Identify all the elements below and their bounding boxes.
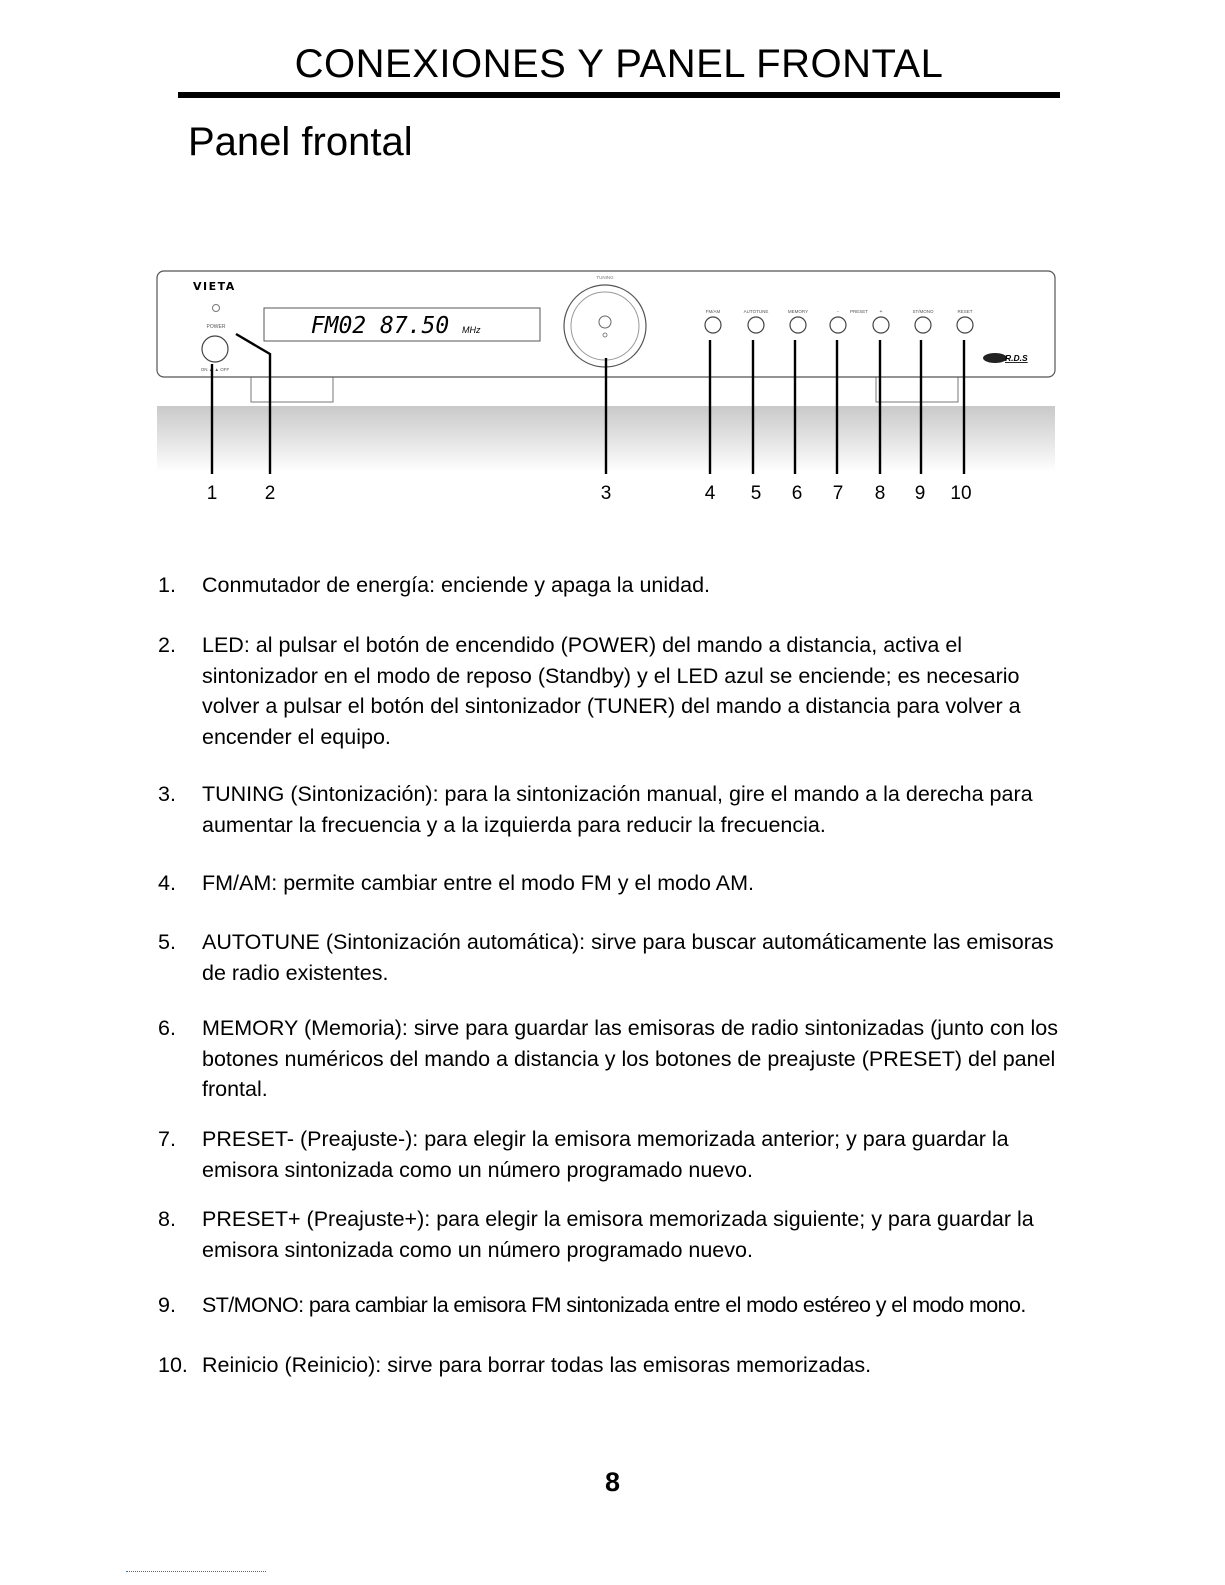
list-item xyxy=(158,1013,1070,1105)
button-label-autotune: AUTOTUNE xyxy=(743,309,769,314)
power-label: POWER xyxy=(206,324,226,330)
preset-plus-button xyxy=(873,317,889,333)
brand-logo: VIETA xyxy=(193,280,236,293)
list-item xyxy=(158,1124,1070,1185)
list-item-number: 9. xyxy=(158,1293,176,1317)
list-item-number: 10. xyxy=(158,1353,188,1377)
list-item xyxy=(158,927,1070,988)
list-item-text: MEMORY (Memoria): sirve para guardar las emisoras de radio sintonizadas (junto con los botones numéricos del mando a distancia y los botones de preajuste (PRESET) del panel frontal. xyxy=(202,1016,1058,1101)
rds-logo-mark xyxy=(983,353,1007,363)
callout-number: 1 xyxy=(206,483,218,504)
list-item-number: 3. xyxy=(158,782,176,806)
list-item xyxy=(158,1290,1070,1321)
button-label-preset: PRESET xyxy=(849,309,869,314)
button-label-preset-plus: + xyxy=(879,309,883,315)
page-number: 8 xyxy=(604,1467,621,1497)
list-item-number: 8. xyxy=(158,1207,176,1231)
on-off-label: ON ▲ ▲ OFF xyxy=(200,367,230,372)
list-item-number: 4. xyxy=(158,871,176,895)
list-item-text: LED: al pulsar el botón de encendido (POWER) del mando a distancia, activa el sintonizador en el modo de reposo (Standby) y el LED azul se enciende; es necesario volver a pulsar el botón del sintonizador (TUNER) del mando a distancia para volver a encender el equipo. xyxy=(202,633,1021,749)
callout-number: 2 xyxy=(264,483,276,504)
callout-number: 7 xyxy=(832,483,844,504)
list-item xyxy=(158,779,1070,840)
autotune-button xyxy=(748,317,764,333)
callout-number: 9 xyxy=(914,483,926,504)
fmam-button xyxy=(705,317,721,333)
list-item xyxy=(158,1350,1070,1381)
button-label-fmam: FM/AM xyxy=(705,309,721,314)
memory-button xyxy=(790,317,806,333)
list-item-text: FM/AM: permite cambiar entre el modo FM y el modo AM. xyxy=(202,871,754,895)
power-led xyxy=(213,305,220,312)
list-item-number: 2. xyxy=(158,633,176,657)
list-item-text: AUTOTUNE (Sintonización automática): sirve para buscar automáticamente las emisoras de radio existentes. xyxy=(202,930,1054,985)
list-item-number: 5. xyxy=(158,930,176,954)
left-foot xyxy=(251,376,333,402)
header-rule xyxy=(178,92,1060,98)
right-foot xyxy=(876,376,958,402)
list-item xyxy=(158,630,1070,752)
tuning-knob-center xyxy=(599,316,611,328)
preset-minus-button xyxy=(830,317,846,333)
rds-logo: R.D.S xyxy=(1005,353,1028,363)
callout-number: 10 xyxy=(950,483,972,504)
lcd-unit: MHz xyxy=(462,325,481,335)
section-title: Panel frontal xyxy=(188,120,413,164)
callout-number: 8 xyxy=(874,483,886,504)
list-item-text: ST/MONO: para cambiar la emisora FM sintonizada entre el modo estéreo y el modo mono. xyxy=(202,1293,1026,1317)
callout-number: 5 xyxy=(750,483,762,504)
list-item-text: TUNING (Sintonización): para la sintonización manual, gire el mando a la derecha para aumentar la frecuencia y a la izquierda para reducir la frecuencia. xyxy=(202,782,1033,837)
button-label-preset-minus: - xyxy=(837,309,839,315)
reset-button xyxy=(957,317,973,333)
front-panel-illustration xyxy=(150,262,1070,517)
list-item-number: 7. xyxy=(158,1127,176,1151)
button-label-memory: MEMORY xyxy=(787,309,809,314)
list-item-number: 1. xyxy=(158,573,176,597)
footer-mark xyxy=(126,1571,266,1572)
list-item xyxy=(158,868,1070,899)
lcd-frequency: FM02 87.50 xyxy=(310,313,450,339)
callout-number: 3 xyxy=(600,483,612,504)
button-label-stmono: ST/MONO xyxy=(912,309,934,314)
callout-number: 6 xyxy=(791,483,803,504)
list-item-text: Reinicio (Reinicio): sirve para borrar todas las emisoras memorizadas. xyxy=(202,1353,872,1377)
list-item xyxy=(158,570,1070,601)
power-button xyxy=(202,336,228,362)
list-item xyxy=(158,1204,1070,1265)
list-item-text: PRESET+ (Preajuste+): para elegir la emisora memorizada siguiente; y para guardar la emisora sintonizada como un número programado nuevo. xyxy=(202,1207,1034,1262)
front-panel-drawing xyxy=(150,262,1070,492)
button-label-reset: RESET xyxy=(957,309,973,314)
list-item-number: 6. xyxy=(158,1016,176,1040)
tuning-label: TUNING xyxy=(596,275,614,280)
stmono-button xyxy=(915,317,931,333)
list-item-text: PRESET- (Preajuste-): para elegir la emisora memorizada anterior; y para guardar la emisora sintonizada como un número programado nuevo. xyxy=(202,1127,1009,1182)
page-header-title: CONEXIONES Y PANEL FRONTAL xyxy=(294,42,944,86)
callout-number: 4 xyxy=(704,483,716,504)
list-item-text: Conmutador de energía: enciende y apaga la unidad. xyxy=(202,573,711,597)
